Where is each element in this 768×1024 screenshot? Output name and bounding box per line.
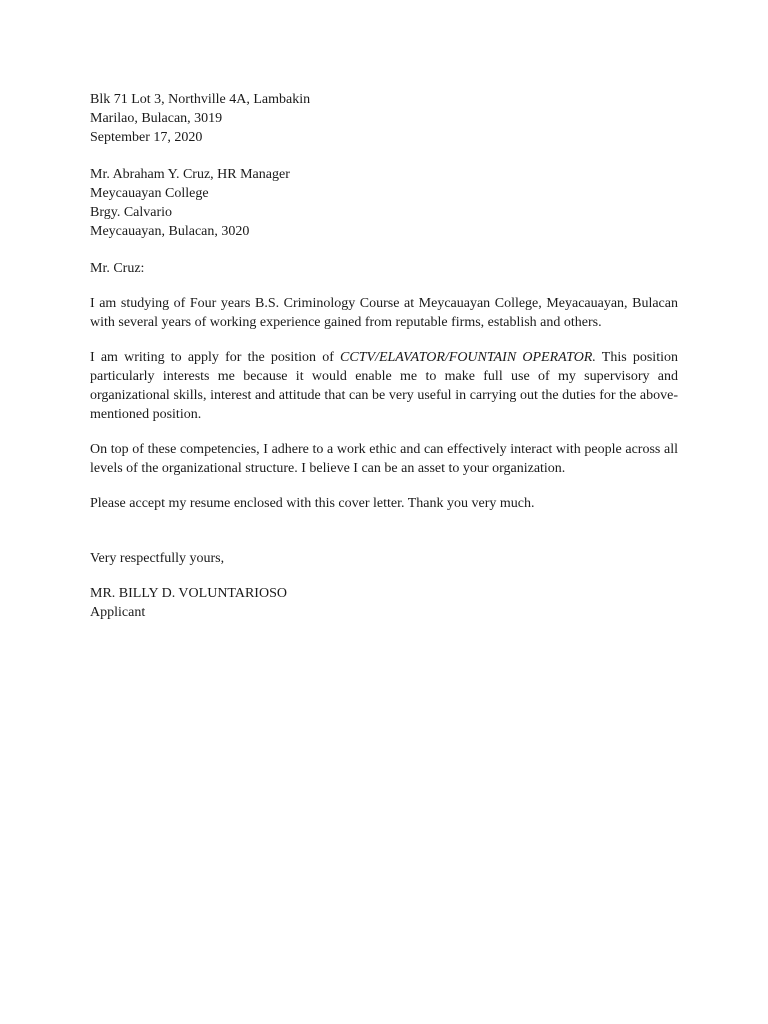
body-paragraph-1 <box>90 294 678 332</box>
salutation <box>90 259 678 278</box>
letter-date: September 17, 2020 <box>90 130 203 145</box>
paragraph-2-line-2: particularly interests me because it would enable me to make full use of my supervisory and <box>90 369 678 384</box>
paragraph-2-line-4: mentioned position. <box>90 407 202 422</box>
signature-block <box>90 584 678 622</box>
sender-address-block <box>90 90 678 147</box>
salutation-text: Mr. Cruz: <box>90 261 145 276</box>
paragraph-1-line-2: with several years of working experience gained from reputable firms, establish and others. <box>90 315 602 330</box>
recipient-city: Meycauayan, Bulacan, 3020 <box>90 224 250 239</box>
sender-address-line-2: Marilao, Bulacan, 3019 <box>90 111 223 126</box>
recipient-name: Mr. Abraham Y. Cruz, HR Manager <box>90 167 290 182</box>
paragraph-3-line-2: levels of the organizational structure. I believe I can be an asset to your organization. <box>90 461 566 476</box>
paragraph-3-line-1: On top of these competencies, I adhere to a work ethic and can effectively interact with people across all <box>90 442 678 457</box>
closing-text: Very respectfully yours, <box>90 551 225 566</box>
sender-address-line-1: Blk 71 Lot 3, Northville 4A, Lambakin <box>90 92 311 107</box>
signatory-name: MR. BILLY D. VOLUNTARIOSO <box>90 586 287 601</box>
paragraph-2-intro: I am writing to apply for the position of <box>90 350 341 365</box>
paragraph-1-line-1: I am studying of Four years B.S. Criminology Course at Meycauayan College, Meyacauayan, Bulacan <box>90 296 678 311</box>
recipient-institution: Meycauayan College <box>90 186 209 201</box>
body-paragraph-2 <box>90 348 678 424</box>
paragraph-4-line-1: Please accept my resume enclosed with this cover letter. Thank you very much. <box>90 496 535 511</box>
paragraph-2-line-3: organizational skills, interest and attitude that can be very useful in carrying out the duties for the above- <box>90 388 678 403</box>
recipient-address-block <box>90 165 678 241</box>
signatory-role: Applicant <box>90 605 146 620</box>
applied-position: CCTV/ELAVATOR/FOUNTAIN OPERATOR. <box>340 350 596 365</box>
body-paragraph-3 <box>90 440 678 478</box>
recipient-barangay: Brgy. Calvario <box>90 205 173 220</box>
body-paragraph-4 <box>90 494 678 513</box>
paragraph-2-intro-tail: This position <box>595 350 678 365</box>
cover-letter-page <box>90 90 678 622</box>
closing-block <box>90 549 678 568</box>
paragraph-2-line-1 <box>90 348 678 367</box>
